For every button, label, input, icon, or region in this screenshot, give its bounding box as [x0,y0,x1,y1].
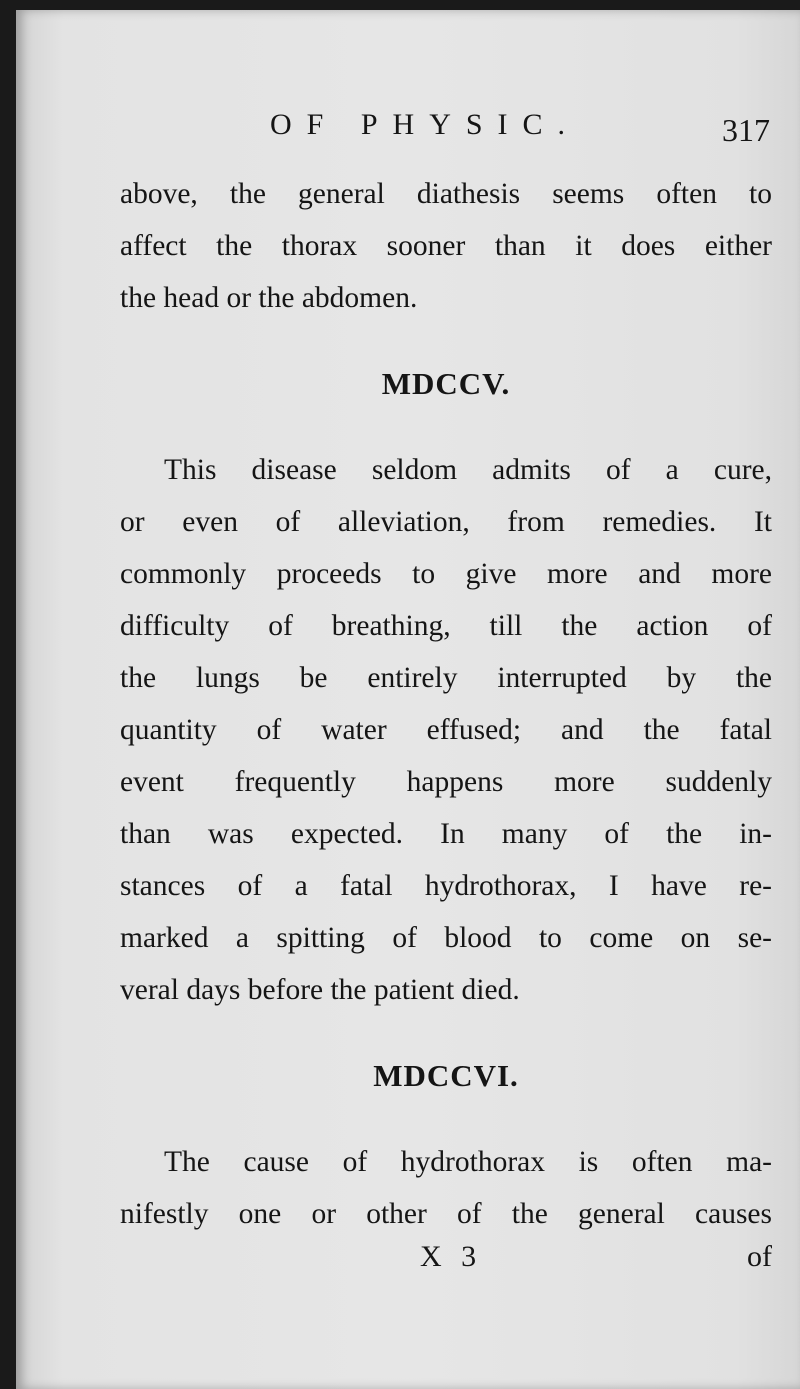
section-paragraph [120,1136,772,1240]
page-number: 317 [722,112,770,148]
signature-mark: X 3 [420,1240,483,1273]
text-line: than was expected. In many of the in- [120,818,772,850]
text-line: veral days before the patient died. [120,974,520,1006]
continued-paragraph [120,168,772,324]
page-header [120,108,772,168]
text-line: difficulty of breathing, till the action of [120,610,772,642]
book-page [120,108,772,1290]
text-line: or even of alleviation, from remedies. It [120,506,772,538]
text-line: The cause of hydrothorax is often ma- [164,1146,772,1178]
text-line: commonly proceeds to give more and more [120,558,772,590]
text-line: marked a spitting of blood to come on se- [120,922,772,954]
section-heading: MDCCV. [381,366,511,401]
text-line: nifestly one or other of the general causes [120,1198,772,1230]
catchword: of [747,1240,772,1273]
text-line: quantity of water effused; and the fatal [120,714,772,746]
text-line: the head or the abdomen. [120,282,418,314]
section-paragraph [120,444,772,1016]
text-line: event frequently happens more suddenly [120,766,772,798]
text-line: This disease seldom admits of a cure, [164,454,772,486]
page-footer [120,1240,772,1290]
text-line: the lungs be entirely interrupted by the [120,662,772,694]
text-line: stances of a fatal hydrothorax, I have re- [120,870,772,902]
section-heading: MDCCVI. [373,1058,519,1093]
running-title: OF PHYSIC. [270,108,581,141]
text-line: above, the general diathesis seems often to [120,178,772,210]
page-scan [16,10,800,1389]
text-line: affect the thorax sooner than it does either [120,230,772,262]
